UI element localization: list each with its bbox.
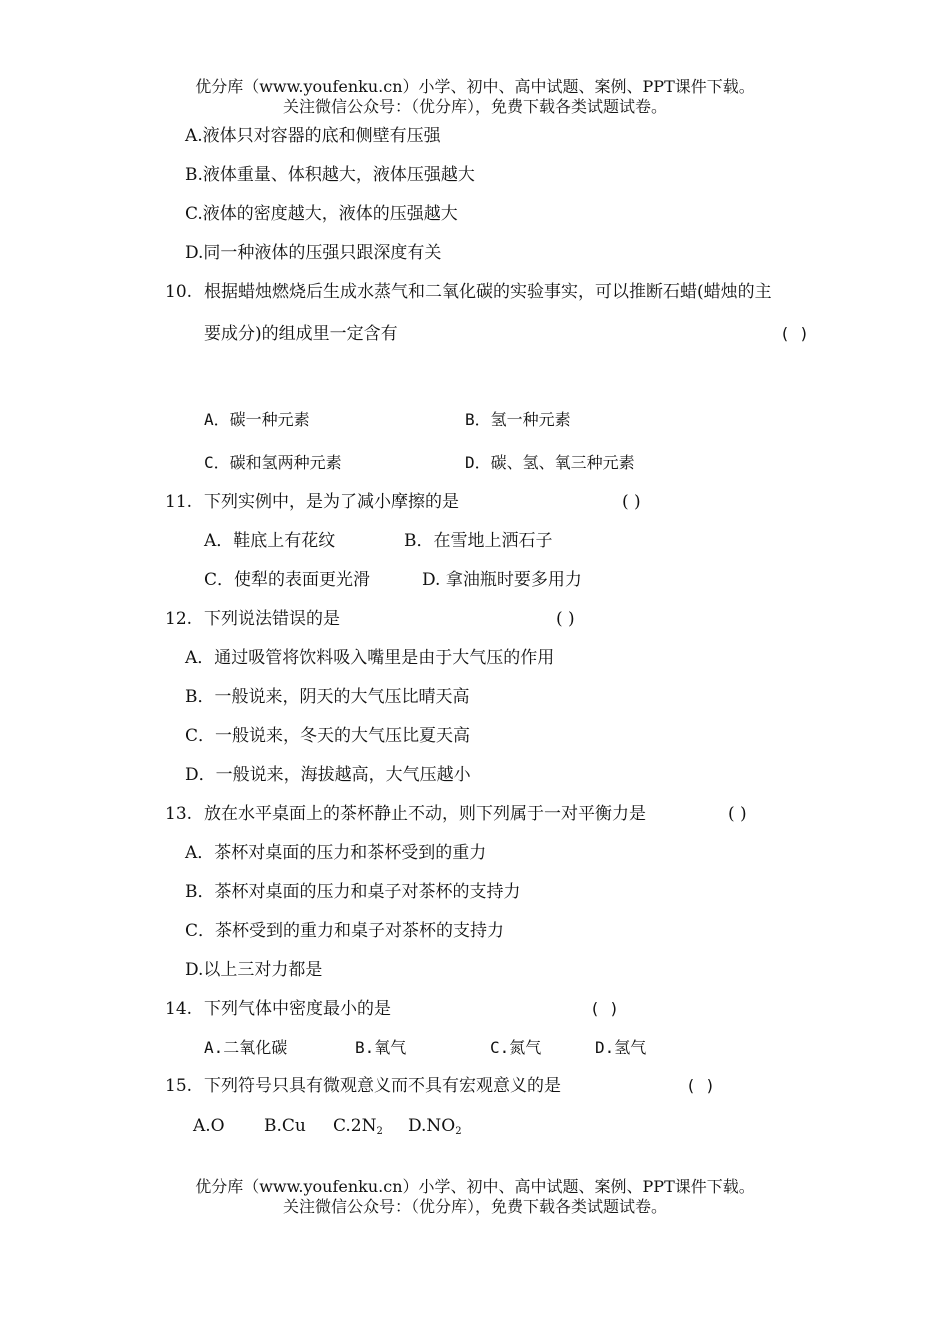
q15-option-c [333, 1116, 383, 1142]
q12-answer-bracket: ( ) [556, 609, 575, 629]
q15-option-d-main: D.NO [408, 1116, 456, 1136]
q11-option-b: B．在雪地上洒石子 [404, 531, 553, 551]
footer-line-2: 关注微信公众号：（优分库），免费下载各类试题试卷。 [282, 1197, 667, 1216]
q9-option-d: D.同一种液体的压强只跟深度有关 [185, 243, 442, 263]
q15-option-b: B.Cu [264, 1116, 306, 1136]
q13-stem: 放在水平桌面上的茶杯静止不动，则下列属于一对平衡力是 [204, 804, 646, 824]
q15-option-c-main: C.2N [333, 1116, 377, 1136]
q15-option-d [408, 1116, 462, 1142]
q15-option-d-subscript: 2 [455, 1126, 462, 1137]
q10-option-a: A．碳一种元素 [204, 410, 310, 429]
q14-answer-bracket: ( ) [590, 999, 619, 1018]
q14-option-d: D.氢气 [595, 1038, 647, 1057]
q12-stem: 下列说法错误的是 [204, 609, 340, 629]
q10-option-b: B．氢一种元素 [465, 410, 571, 429]
q14-option-c: C.氮气 [490, 1038, 542, 1057]
q11-number: 11. [165, 492, 193, 512]
q15-option-a: A.O [193, 1116, 225, 1136]
q13-option-d: D.以上三对力都是 [185, 960, 323, 980]
q14-option-b: B.氧气 [355, 1038, 407, 1057]
q13-option-a: A．茶杯对桌面的压力和茶杯受到的重力 [185, 843, 487, 863]
q12-option-c: C．一般说来，冬天的大气压比夏天高 [185, 726, 471, 746]
q14-number: 14. [165, 999, 193, 1019]
q15-answer-bracket: ( ) [686, 1076, 715, 1095]
q9-option-b: B.液体重量、体积越大，液体压强越大 [185, 165, 475, 185]
q14-stem: 下列气体中密度最小的是 [204, 999, 391, 1019]
q10-option-d: D．碳、氢、氧三种元素 [465, 453, 635, 472]
q11-answer-bracket: ( ) [622, 492, 641, 512]
q12-option-a: A．通过吸管将饮料吸入嘴里是由于大气压的作用 [185, 648, 555, 668]
q11-option-c: C．使犁的表面更光滑 [204, 570, 371, 590]
q15-option-c-subscript: 2 [376, 1126, 383, 1137]
q15-number: 15. [165, 1076, 193, 1096]
q13-option-c: C．茶杯受到的重力和桌子对茶杯的支持力 [185, 921, 505, 941]
header-line-1: 优分库（www.youfenku.cn）小学、初中、高中试题、案例、PPT课件下载。 [195, 77, 755, 96]
q14-option-a: A.二氧化碳 [204, 1038, 288, 1057]
q11-option-d: D. 拿油瓶时要多用力 [422, 570, 582, 590]
q10-option-c: C．碳和氢两种元素 [204, 453, 342, 472]
q10-stem-line2: 要成分)的组成里一定含有 [204, 324, 398, 344]
q13-option-b: B．茶杯对桌面的压力和桌子对茶杯的支持力 [185, 882, 521, 902]
q10-stem-line1: 根据蜡烛燃烧后生成水蒸气和二氧化碳的实验事实，可以推断石蜡(蜡烛的主 [204, 282, 772, 302]
q12-option-d: D．一般说来，海拔越高，大气压越小 [185, 765, 471, 785]
q15-stem: 下列符号只具有微观意义而不具有宏观意义的是 [204, 1076, 561, 1096]
header-line-2: 关注微信公众号：（优分库），免费下载各类试题试卷。 [282, 97, 667, 116]
q13-number: 13. [165, 804, 193, 824]
q12-number: 12. [165, 609, 193, 629]
q10-answer-bracket: ( ) [780, 324, 809, 343]
q10-number: 10. [165, 282, 193, 302]
q11-stem: 下列实例中，是为了减小摩擦的是 [204, 492, 459, 512]
q11-option-a: A．鞋底上有花纹 [204, 531, 336, 551]
q9-option-c: C.液体的密度越大，液体的压强越大 [185, 204, 458, 224]
q12-option-b: B．一般说来，阴天的大气压比晴天高 [185, 687, 470, 707]
q9-option-a: A.液体只对容器的底和侧壁有压强 [185, 126, 441, 146]
footer-line-1: 优分库（www.youfenku.cn）小学、初中、高中试题、案例、PPT课件下载。 [195, 1177, 755, 1196]
q13-answer-bracket: ( ) [728, 804, 747, 824]
